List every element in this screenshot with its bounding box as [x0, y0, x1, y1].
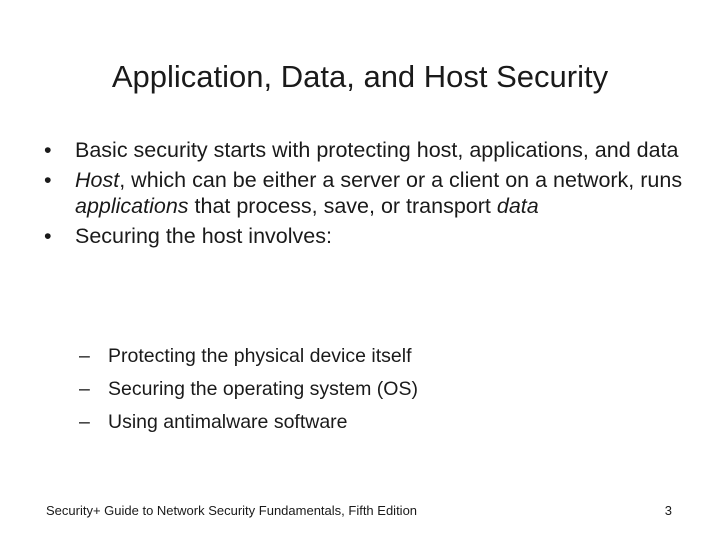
sub-item-operating-system	[79, 373, 679, 406]
sub-item-antimalware	[79, 406, 679, 439]
bullet-item-basic-security	[44, 137, 684, 164]
sub-bullet-list	[79, 340, 679, 439]
slide-footer: Security+ Guide to Network Security Fundamentals, Fifth Edition	[46, 503, 418, 518]
term-data: data	[496, 194, 539, 218]
sub-item-text: Using antimalware software	[108, 411, 348, 433]
bullet-text-segment: , which can be either a server or a client on a network, runs	[119, 167, 683, 192]
dash-marker: –	[79, 345, 90, 367]
bullet-text: Basic security starts with protecting host, applications, and data	[75, 138, 679, 162]
dash-marker: –	[79, 378, 90, 400]
bullet-marker: •	[44, 167, 52, 192]
dash-marker: –	[79, 411, 90, 433]
term-host: Host	[75, 167, 120, 192]
bullet-marker: •	[44, 223, 52, 248]
bullet-list	[44, 137, 684, 252]
bullet-text-segment: that process, save, or transport	[188, 194, 497, 218]
term-applications: applications	[75, 194, 189, 218]
slide-title: Application, Data, and Host Security	[111, 59, 609, 94]
bullet-marker: •	[44, 138, 52, 162]
bullet-item-securing-host	[44, 223, 684, 250]
bullet-item-host-definition	[44, 167, 684, 220]
sub-item-physical-device	[79, 340, 679, 373]
sub-item-text: Protecting the physical device itself	[108, 345, 412, 367]
bullet-text: Securing the host involves:	[75, 223, 332, 248]
page-number: 3	[664, 503, 672, 518]
sub-item-text: Securing the operating system (OS)	[108, 378, 418, 400]
